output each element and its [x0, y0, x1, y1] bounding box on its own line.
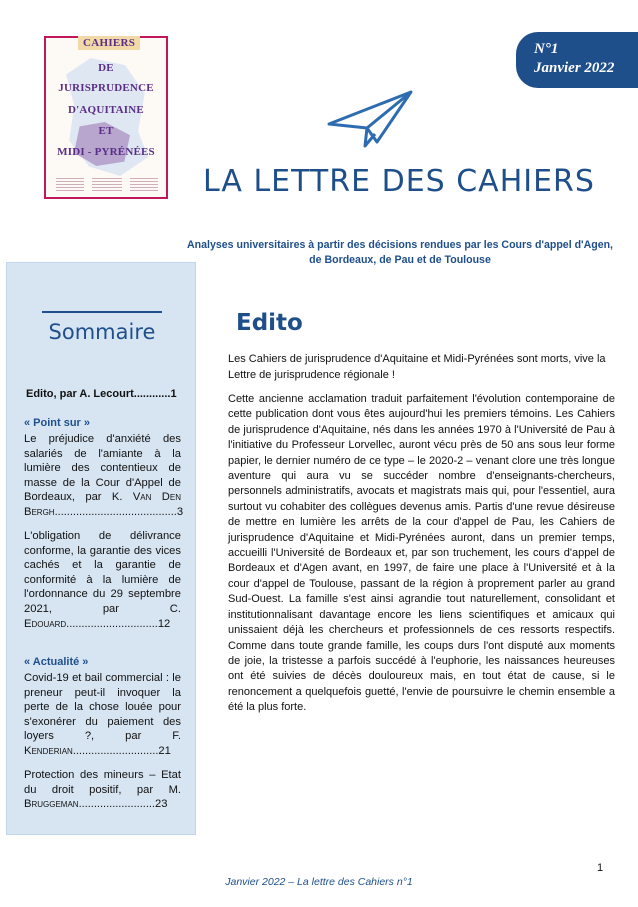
newsletter-title: LA LETTRE DES CAHIERS [203, 164, 595, 199]
issue-date: Janvier 2022 [534, 60, 615, 76]
toc-section-heading: « Actualité » [24, 656, 89, 668]
toc-entry-text: Protection des mineurs – Etat du droit positif, par M. [24, 769, 181, 796]
toc-dots: ............................ [72, 744, 159, 757]
toc-entry[interactable] [24, 768, 181, 812]
cover-fine-print [130, 177, 158, 191]
toc-page: 3 [176, 505, 184, 518]
toc-author: Edouard [24, 617, 67, 630]
toc-entry[interactable] [24, 671, 181, 759]
toc-dots: ......................... [78, 798, 155, 811]
cover-line: D'AQUITAINE [68, 104, 144, 116]
toc-entry-text: Le préjudice d'anxiété des salariés de l'amiante à la lumière des contentieux de masse de la Cour d'Appel de Bordeaux, par K. [24, 433, 181, 504]
sommaire-title: Sommaire [48, 320, 156, 344]
subtitle-line: de Bordeaux, de Pau et de Toulouse [309, 254, 491, 266]
cover-top-label: CAHIERS [78, 36, 140, 50]
toc-dots: ........................................ [54, 505, 177, 518]
cover-line: JURISPRUDENCE [58, 82, 154, 94]
cover-fine-print [56, 177, 84, 191]
toc-entry-text: Covid-19 et bail commercial : le preneur peut-il invoquer la perte de la chose louée pour s'exonérer du paiement des loyers ?, par F. [24, 672, 181, 743]
page-number: 1 [597, 862, 604, 874]
cover-line: ET [98, 125, 114, 137]
toc-author: Van Den Bergh [24, 491, 181, 518]
edito-title: Edito [236, 310, 303, 336]
cover-fine-print [92, 177, 122, 191]
issue-number: N°1 [534, 41, 559, 57]
toc-dots: ............ [133, 388, 171, 400]
toc-dots: .............................. [66, 617, 158, 630]
newsletter-subtitle [180, 238, 620, 268]
toc-entry-edito[interactable] [26, 387, 180, 401]
paper-plane-icon [327, 90, 413, 150]
issue-tab [516, 32, 638, 88]
toc-entry[interactable] [24, 432, 184, 520]
page-footer: Janvier 2022 – La lettre des Cahiers n°1 [225, 876, 413, 888]
edito-paragraph: Cette ancienne acclamation traduit parfaitement l'évolution contemporaine de cette publication dont vous êtes aujourd'hui les premiers témoins. Les Cahiers de jurisprudence d'Aquitaine, nés dans les années 1970 à l'Université de Pau à l'initiative du Professeur Lorvellec, auront vécu près de 50 ans sous leur forme papier, le dernier numéro de ce type – le 2020-2 – venant clore une très longue aventure qui aura vu se succéder nombre d'enseignants-chercheurs, personnels administratifs, avocats et magistrats mais qui, pour l'essentiel, aura surtout vu cohabiter des collègues devenus amis. Partis d'une revue désireuse de mettre en lumière les arrêts de la cour d'appel de Pau, les Cahiers de jurisprudence d'Aquitaine et Midi-Pyrénées auront, dans un premier temps, accueilli l'Université de Bordeaux et, par son truchement, les cours d'appel de Bordeaux et d'Agen avant, en 1997, de faire une place à l'Université et à la cour d'appel de Toulouse, passant de la région à proprement parler au grand Sud-Ouest. La famille s'est ainsi agrandie tout naturellement, consolidant et institutionnalisant davantage encore les liens scientifiques et amicaux qui unissaient déjà les chercheurs et professionnels de ces ressorts respectifs. Comme dans toute grande famille, les coups durs l'ont disputé aux moments de joie, la tristesse a parfois succédé à l'euphorie, les naissances heureuses ont été suivies de décès douloureux mais, en tout état de cause, si le renoncement a quelquefois guetté, l'envie de poursuivre le chemin ensemble a été la plus forte. [228, 393, 615, 714]
toc-author: Bruggeman [24, 798, 79, 811]
toc-page: 23 [154, 798, 168, 811]
subtitle-line: Analyses universitaires à partir des décisions rendues par les Cours d'appel d'Agen, [187, 239, 613, 251]
sommaire-divider [42, 311, 162, 313]
journal-cover-image [44, 36, 168, 199]
toc-entry-text: L'obligation de délivrance conforme, la garantie des vices cachés et la garantie de conformité à la lumière de l'ordonnance du 29 septembre 2021, par C. [24, 530, 181, 615]
toc-entry-text: Edito, par A. Lecourt [26, 388, 134, 400]
toc-author: Kenderian [24, 744, 73, 757]
toc-page: 12 [157, 617, 171, 630]
cover-line: DE [98, 62, 114, 74]
toc-entry[interactable] [24, 529, 181, 631]
cover-line: MIDI - PYRÉNÉES [57, 146, 155, 158]
toc-page: 1 [170, 388, 177, 400]
toc-section-heading: « Point sur » [24, 417, 91, 429]
toc-page: 21 [158, 744, 171, 757]
edito-paragraph: Les Cahiers de jurisprudence d'Aquitaine et Midi-Pyrénées sont morts, vive la Lettre de jurisprudence régionale ! [228, 353, 606, 381]
